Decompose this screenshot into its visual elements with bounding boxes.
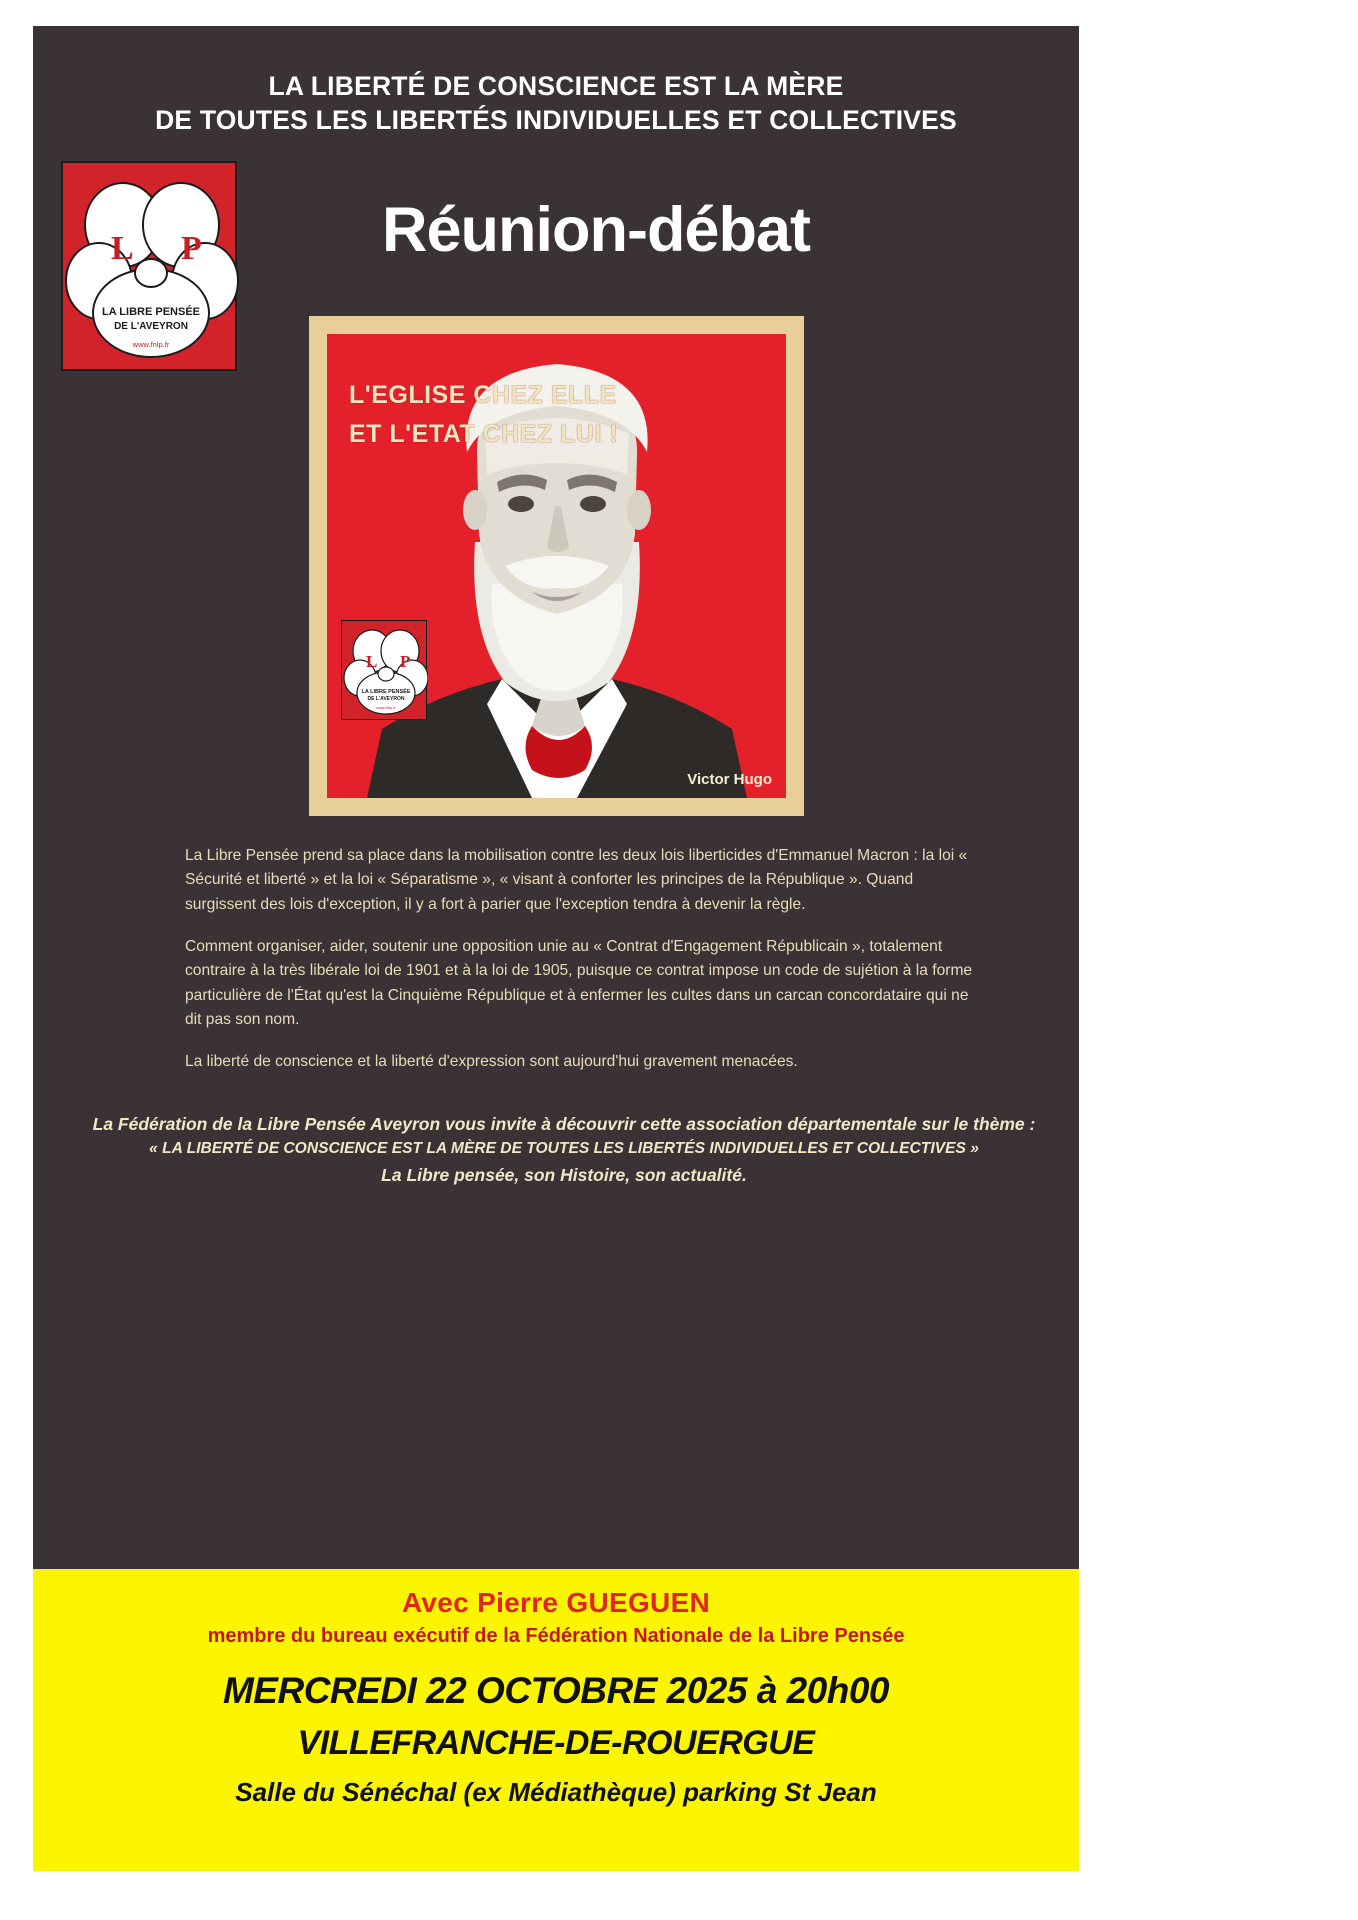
headline-line-1: LA LIBERTÉ DE CONSCIENCE EST LA MÈRE	[268, 71, 844, 101]
svg-text:P: P	[181, 230, 202, 267]
body-paragraph-3: La liberté de conscience et la liberté d'expression sont aujourd'hui gravement menacées.	[185, 1053, 798, 1071]
slogan-line-1: L'EGLISE CHEZ ELLE	[349, 381, 617, 409]
poster-headline	[33, 26, 1079, 138]
invitation-block	[83, 1111, 1045, 1188]
invitation-line-1: La Fédération de la Libre Pensée Aveyron vous invite à découvrir cette association départementale sur le thème :	[92, 1114, 1036, 1134]
svg-text:LA LIBRE PENSÉE: LA LIBRE PENSÉE	[361, 689, 411, 695]
event-details-footer	[33, 1569, 1079, 1871]
svg-text:L: L	[366, 652, 378, 671]
illustration-caption: Victor Hugo	[687, 771, 772, 788]
invitation-line-3: La Libre pensée, son Histoire, son actualité.	[381, 1165, 747, 1186]
illustration-slogan	[349, 376, 618, 454]
body-paragraph-2: Comment organiser, aider, soutenir une opposition unie au « Contrat d'Engagement Républicain », totalement contraire à la très libérale loi de 1901 et à la loi de 1905, puisque ce contrat impose un code de sujétion à la forme particulière de l'État qu'est la Cinquième République et à enfermer les cultes dans un carcan concordataire qui ne dit pas son nom.	[185, 937, 973, 1028]
svg-text:DE L'AVEYRON: DE L'AVEYRON	[367, 696, 405, 702]
event-date: MERCREDI 22 OCTOBRE 2025 à 20h00	[222, 1670, 890, 1711]
event-speaker-role: membre du bureau exécutif de la Fédération Nationale de la Libre Pensée	[207, 1625, 905, 1647]
invitation-line-2: « LA LIBERTÉ DE CONSCIENCE EST LA MÈRE DE TOUTES LES LIBERTÉS INDIVIDUELLES ET COLLECTIVES »	[149, 1140, 979, 1158]
svg-text:DE L'AVEYRON: DE L'AVEYRON	[114, 321, 188, 332]
event-city: VILLEFRANCHE-DE-ROUERGUE	[297, 1724, 815, 1762]
libre-pensee-logo	[61, 161, 237, 371]
page-title: Réunion-débat	[382, 195, 810, 265]
svg-text:L: L	[111, 230, 134, 267]
illustration-inner	[327, 334, 786, 798]
libre-pensee-logo-small	[341, 620, 427, 720]
svg-text:LA LIBRE PENSÉE: LA LIBRE PENSÉE	[102, 306, 200, 318]
body-paragraph-1: La Libre Pensée prend sa place dans la mobilisation contre les deux lois liberticides d'Emmanuel Macron : la loi « Sécurité et liberté » et la loi « Séparatisme », « visant à conforter les principes de la République ». Quand surgissent des lois d'exception, il y a fort à parier que l'exception tendra à devenir la règle.	[185, 847, 968, 913]
event-speaker: Avec Pierre GUEGUEN	[401, 1587, 711, 1618]
svg-text:www.fnlp.fr: www.fnlp.fr	[132, 340, 170, 349]
headline-line-2: DE TOUTES LES LIBERTÉS INDIVIDUELLES ET COLLECTIVES	[155, 104, 957, 135]
poster-body-text	[185, 844, 975, 1075]
event-venue: Salle du Sénéchal (ex Médiathèque) parking St Jean	[235, 1777, 877, 1807]
slogan-line-2: ET L'ETAT CHEZ LUI !	[349, 419, 619, 448]
victor-hugo-illustration	[309, 316, 804, 816]
svg-text:P: P	[400, 652, 411, 671]
svg-text:www.fnlp.fr: www.fnlp.fr	[376, 705, 396, 710]
poster	[33, 26, 1079, 1871]
logo-graphic	[63, 163, 235, 369]
